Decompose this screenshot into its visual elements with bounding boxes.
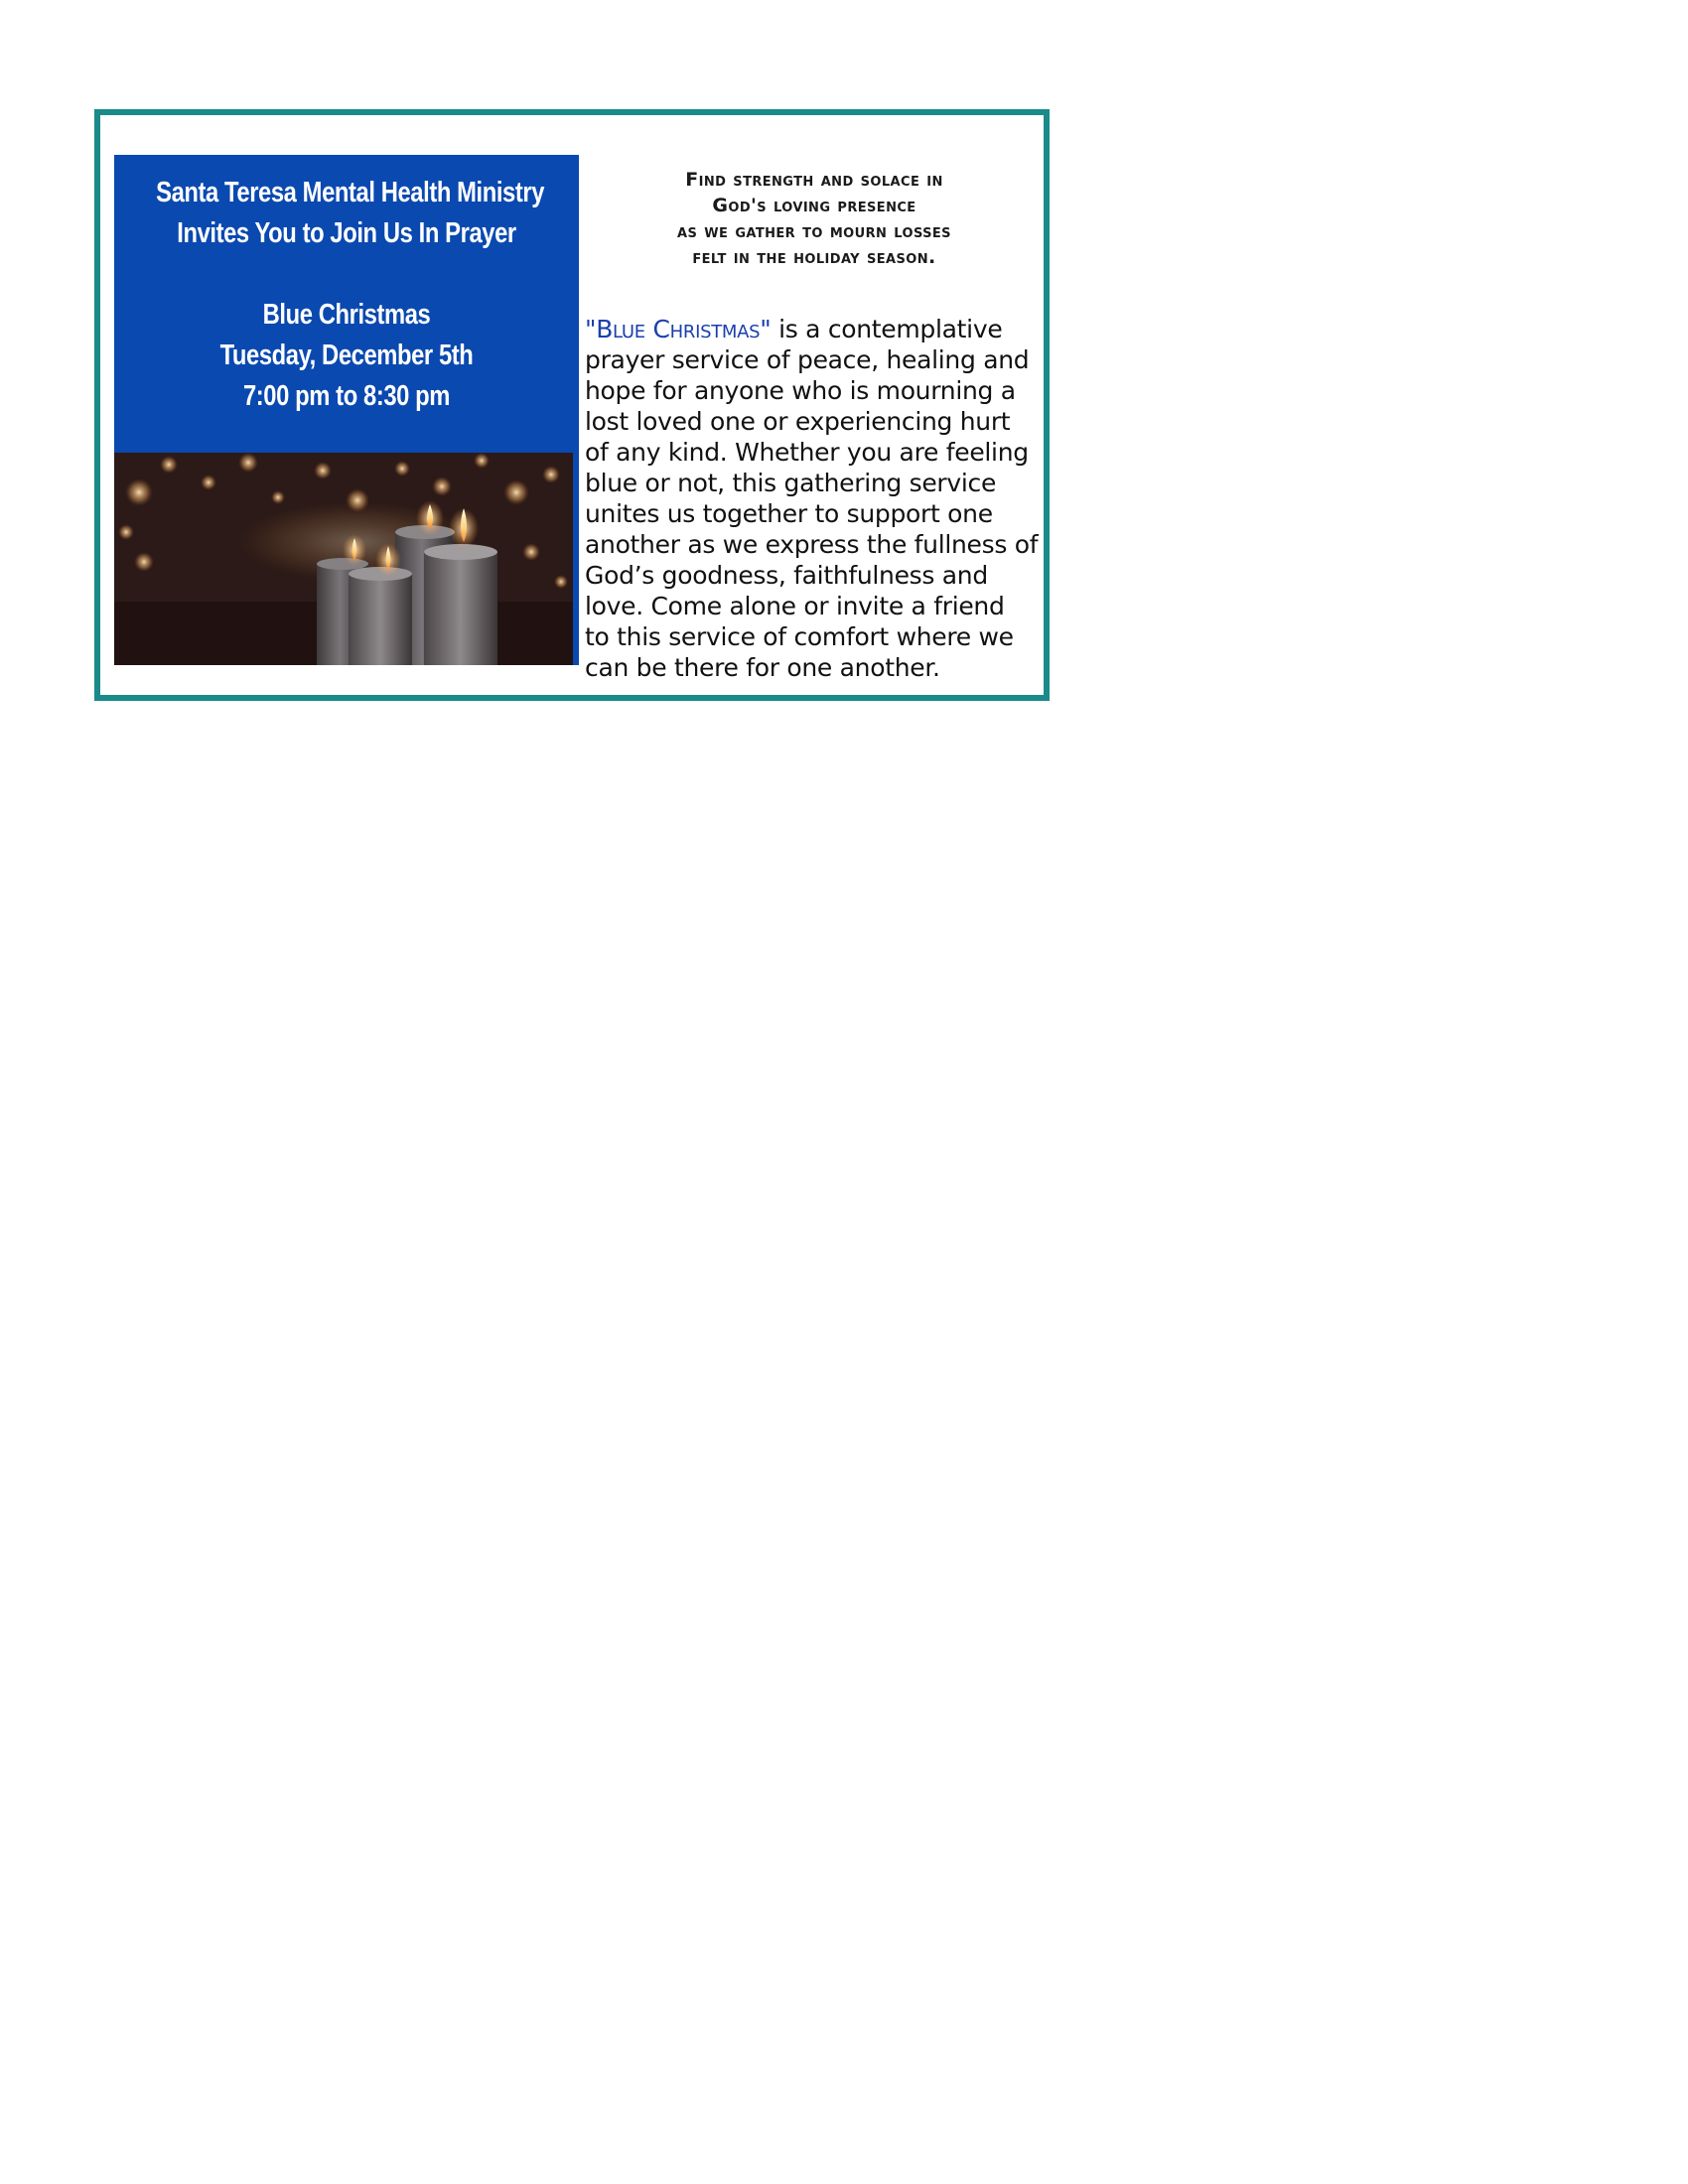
- description-line: unites us together to support one: [585, 499, 993, 528]
- description-line: to this service of comfort where we: [585, 622, 1014, 651]
- heading-spacer: [156, 254, 537, 295]
- tagline-line: as we gather to mourn losses: [677, 220, 951, 242]
- event-info-panel: [114, 155, 579, 665]
- description-line: God’s goodness, faithfulness and: [585, 561, 988, 590]
- description-line: another as we express the fullness of: [585, 530, 1039, 559]
- description-line: [585, 314, 1046, 344]
- candles-illustration: [114, 453, 573, 665]
- event-name: Blue Christmas: [262, 299, 431, 331]
- description-line: love. Come alone or invite a friend: [585, 592, 1005, 620]
- description-line-text: is a contemplative: [771, 315, 1003, 343]
- description-line: prayer service of peace, healing and: [585, 345, 1030, 374]
- description-line: lost loved one or experiencing hurt: [585, 407, 1011, 436]
- tagline-line: God's loving presence: [712, 195, 916, 216]
- candles-photo: [114, 453, 573, 665]
- tagline-line: Find strength and solace in: [685, 169, 943, 191]
- event-date: Tuesday, December 5th: [219, 340, 474, 371]
- description-panel: [583, 167, 1046, 683]
- blue-christmas-flyer: [94, 109, 1050, 701]
- event-time: 7:00 pm to 8:30 pm: [242, 380, 451, 412]
- description-line: of any kind. Whether you are feeling: [585, 438, 1029, 467]
- event-heading: [156, 173, 545, 417]
- tagline: [583, 167, 1046, 270]
- tagline-line: felt in the holiday season.: [692, 246, 936, 268]
- description-line: can be there for one another.: [585, 653, 940, 682]
- description-line: blue or not, this gathering service: [585, 469, 997, 497]
- description-body: [585, 314, 1046, 683]
- description-line: hope for anyone who is mourning a: [585, 376, 1016, 405]
- ministry-heading-line1: Santa Teresa Mental Health Ministry: [156, 177, 545, 208]
- blue-christmas-title: "Blue Christmas": [585, 315, 772, 343]
- ministry-heading-line2: Invites You to Join Us In Prayer: [177, 217, 516, 249]
